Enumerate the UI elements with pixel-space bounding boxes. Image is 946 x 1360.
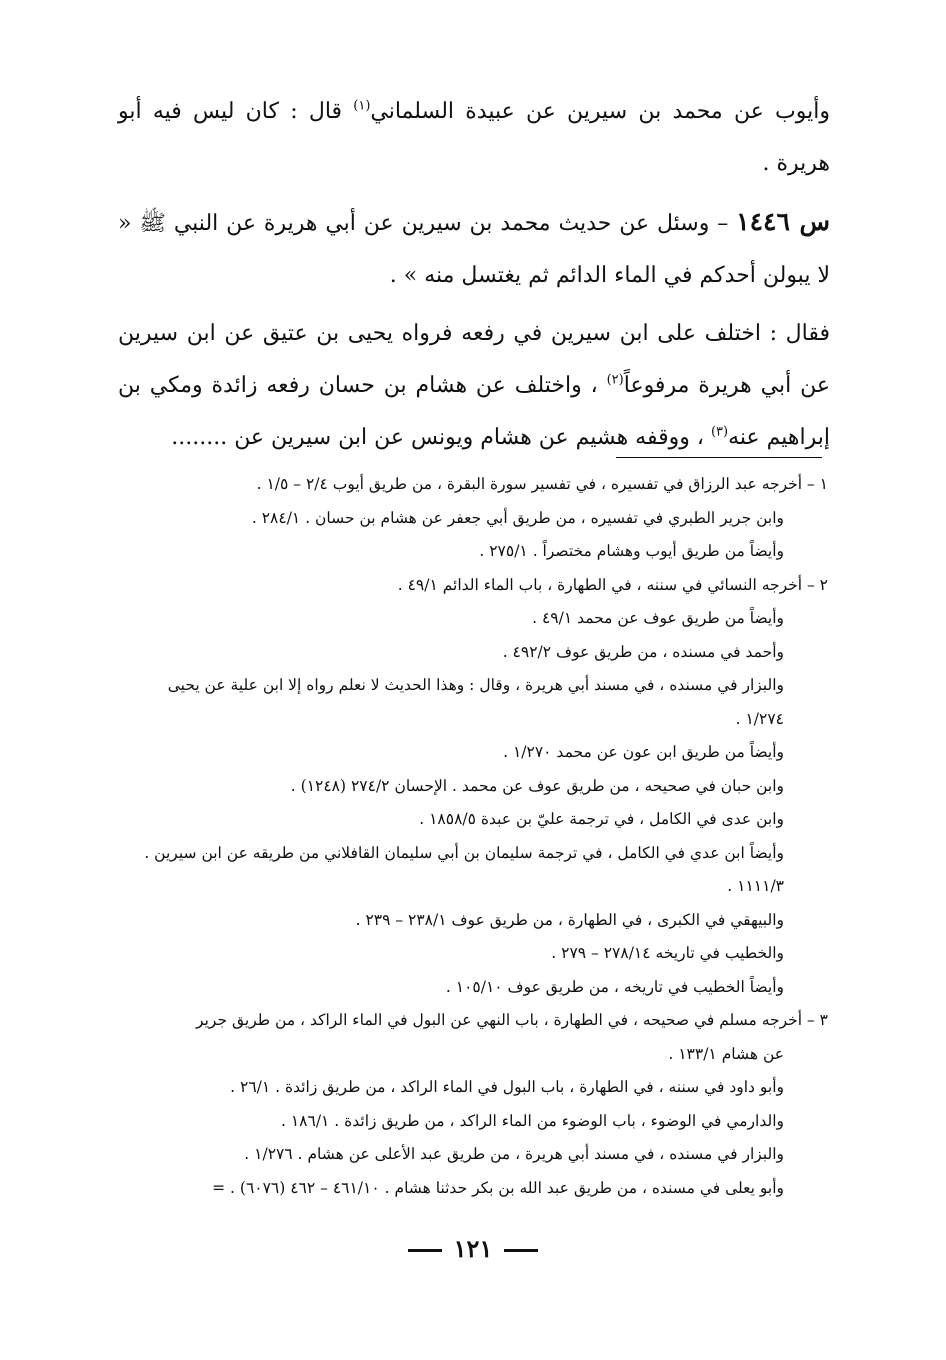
footnote-ref-1: (١) (353, 98, 371, 114)
footnote-line: عن هشام ١٣٣/١ . (668, 1044, 784, 1063)
page-number-dash (504, 1249, 538, 1252)
question-text: – وسئل عن حديث محمد بن سيرين عن أبي هريرة عن النبي ﷺ « لا يبولن أحدكم في الماء الدائم ثم يغتسل منه » . (118, 211, 830, 288)
footnote-line: وأيضاً من طريق ابن عون عن محمد ١/٢٧٠ . (503, 743, 784, 761)
main-text (118, 86, 830, 464)
text-segment: ، ووقفه هشيم عن هشام ويونس عن ابن سيرين عن ........ (171, 425, 711, 450)
footnote-line: وأيضاً من طريق عوف عن محمد ٤٩/١ . (532, 609, 784, 627)
footnote-line: وأبو يعلى في مسنده ، من طريق عبد الله بن بكر حدثنا هشام . ٤٦١/١٠ – ٤٦٢ (٦٠٧٦) . = (212, 1178, 784, 1197)
footnote-line: وأيضاً من طريق أيوب وهشام مختصراً . ٢٧٥/١ . (479, 542, 784, 560)
footnote-line: ١ – أخرجه عبد الرزاق في تفسيره ، في تفسير سورة البقرة ، من طريق أيوب ٢/٤ – ١/٥ . (256, 475, 828, 493)
footnote-separator (616, 457, 822, 458)
footnote-line: ١١١١/٣ . (727, 877, 784, 895)
footnote-line: وابن عدى في الكامل ، في ترجمة عليّ بن عبدة ١٨٥٨/٥ . (419, 810, 784, 828)
footnote-line: ٣ – أخرجه مسلم في صحيحه ، في الطهارة ، باب النهي عن البول في الماء الراكد ، من طريق جرير (196, 1011, 828, 1029)
answer-paragraph (118, 308, 830, 464)
footnote-line: وأبو داود في سننه ، في الطهارة ، باب البول في الماء الراكد ، من طريق زائدة . ٢٦/١ . (230, 1078, 784, 1096)
footnotes (112, 468, 828, 1205)
page-number (0, 1234, 946, 1263)
footnote-ref-3: (٣) (710, 424, 729, 440)
text-segment: قال : كان ليس فيه أبو هريرة . (118, 99, 830, 176)
footnote-line: وابن حبان في صحيحه ، من طريق عوف عن محمد . الإحسان ٢٧٤/٢ (١٢٤٨) . (290, 776, 784, 795)
page-number-dash (408, 1249, 442, 1252)
footnote-line: وأيضاً الخطيب في تاريخه ، من طريق عوف ١٠٥/١٠ . (445, 977, 784, 996)
page-number-text: ١٢١ (453, 1234, 493, 1263)
footnote-line: والبيهقي في الكبرى ، في الطهارة ، من طريق عوف ٢٣٨/١ – ٢٣٩ . (355, 910, 784, 929)
footnote-line: والبزار في مسنده ، في مسند أبي هريرة ، من طريق عبد الأعلى عن هشام . ١/٢٧٦ . (244, 1145, 784, 1163)
footnote-line: والدارمي في الوضوء ، باب الوضوء من الماء الراكد ، من طريق زائدة . ١٨٦/١ . (280, 1111, 784, 1130)
footnote-ref-2: (٢) (606, 372, 624, 388)
footnote-line: وأيضاً ابن عدي في الكامل ، في ترجمة سليمان بن أبي سليمان القافلاني من طريقه عن ابن سيرين . (144, 843, 784, 862)
footnote-line: وابن جرير الطبري في تفسيره ، من طريق أبي جعفر عن هشام بن حسان . ٢٨٤/١ . (251, 508, 784, 527)
question-paragraph (118, 196, 830, 302)
paragraph-1 (118, 86, 830, 190)
footnote-line: ١/٢٧٤ . (735, 709, 784, 728)
footnote-line: والبزار في مسنده ، في مسند أبي هريرة ، وقال : وهذا الحديث لا نعلم رواه إلا ابن علية عن يحيى (167, 676, 784, 694)
footnote-line: وأحمد في مسنده ، من طريق عوف ٤٩٢/٢ . (502, 642, 784, 661)
footnote-line: والخطيب في تاريخه ٢٧٨/١٤ – ٢٧٩ . (551, 944, 784, 962)
text-segment: ، واختلف عن هشام بن حسان رفعه زائدة ومكي بن إبراهيم عنه (118, 373, 830, 450)
footnote-line: ٢ – أخرجه النسائي في سننه ، في الطهارة ، باب الماء الدائم ٤٩/١ . (397, 575, 828, 594)
text-segment: وأيوب عن محمد بن سيرين عن عبيدة السلماني (370, 99, 830, 124)
question-number: س ١٤٤٦ (736, 207, 830, 236)
text-segment: فقال : اختلف على ابن سيرين في رفعه فرواه يحيى بن عتيق عن ابن سيرين عن أبي هريرة مرفوعاً (118, 321, 830, 398)
